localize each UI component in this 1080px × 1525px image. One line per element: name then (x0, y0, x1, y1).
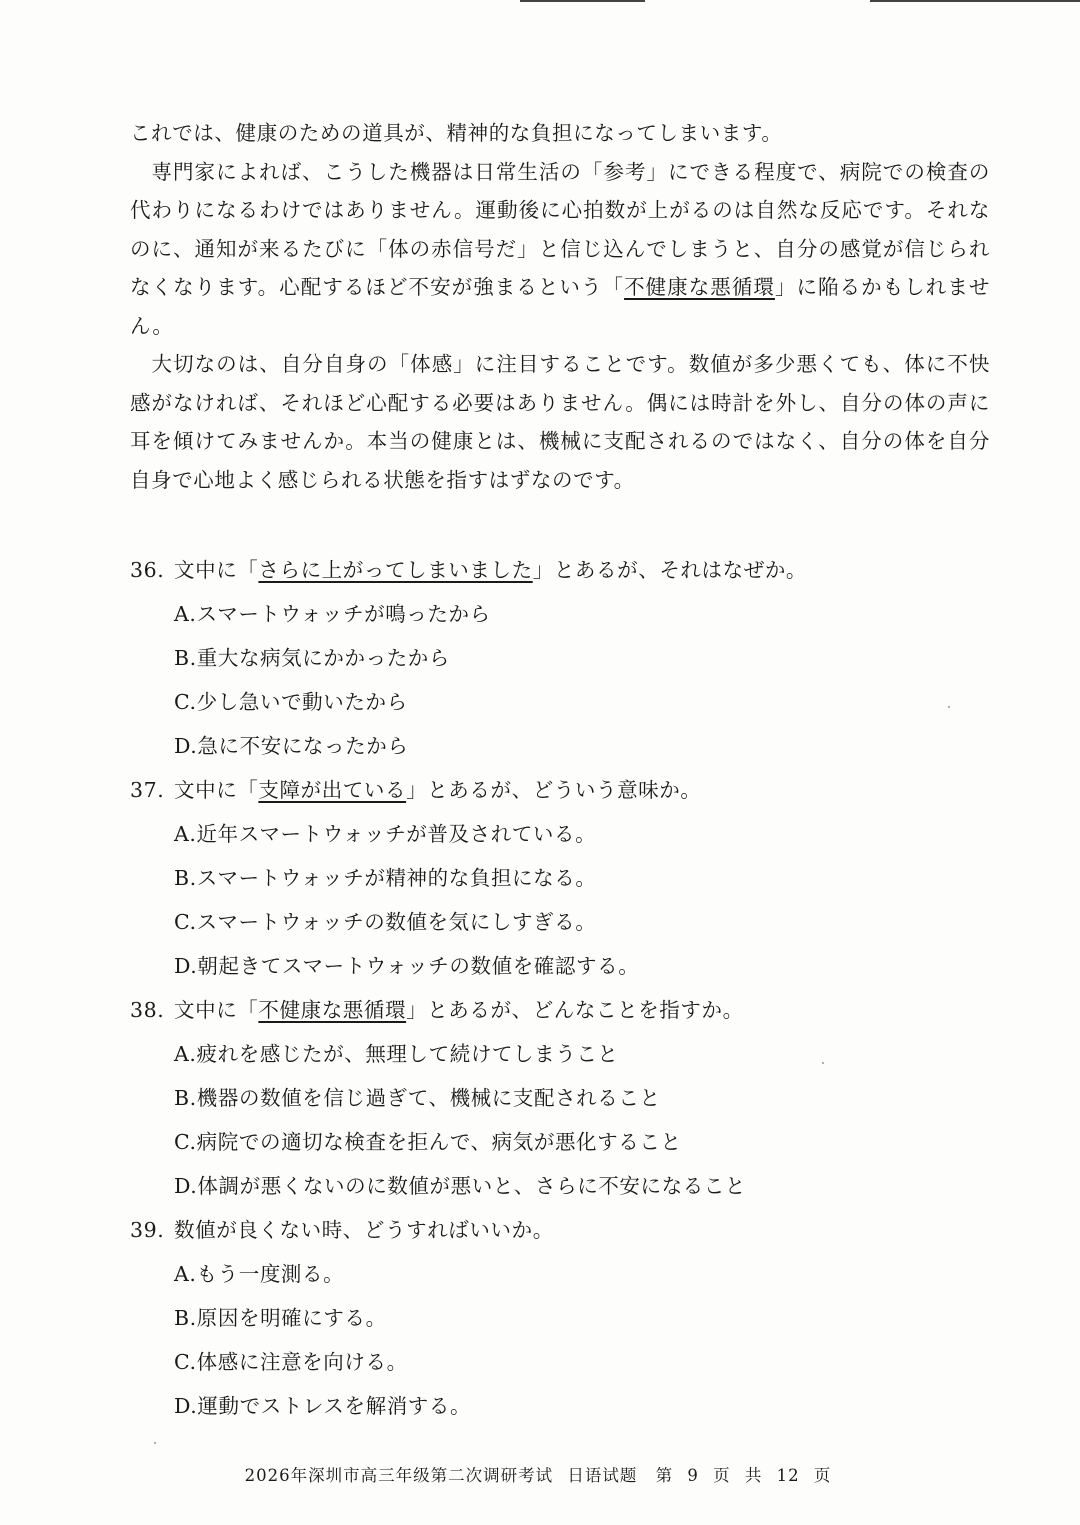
question-text: 」とあるが、それはなぜか。 (532, 558, 808, 582)
option-letter: B. (174, 646, 197, 670)
option-letter: A. (174, 1042, 197, 1066)
option-letter: D. (174, 1394, 198, 1418)
question-36-stem (130, 548, 990, 592)
option-letter: B. (174, 866, 197, 890)
option-text: 運動でストレスを解消する。 (197, 1394, 472, 1418)
scan-speck (948, 706, 950, 708)
question-number: 36. (130, 558, 165, 582)
option-text: 体調が悪くないのに数値が悪いと、さらに不安になること (197, 1174, 747, 1198)
question-37-option-d (130, 944, 990, 988)
scan-speck (822, 1062, 824, 1064)
total-label: 共 (744, 1466, 763, 1485)
question-38-option-c (130, 1120, 990, 1164)
question-39-option-b (130, 1296, 990, 1340)
option-letter: A. (174, 822, 197, 846)
question-number: 39. (130, 1218, 165, 1242)
question-39-stem (130, 1208, 990, 1252)
scan-speck (154, 1442, 156, 1444)
option-letter: C. (174, 910, 197, 934)
option-letter: C. (174, 690, 197, 714)
option-text: 重大な病気にかかったから (196, 646, 450, 670)
question-text: 」とあるが、どういう意味か。 (406, 778, 702, 802)
question-number: 37. (130, 778, 165, 802)
question-36-option-d (130, 724, 990, 768)
question-number: 38. (130, 998, 165, 1022)
passage-text: 専門家によれば、こうした機器は日常生活の「参考」にできる程度で、病院での検査の代わりになるわけではありません。運動後に心拍数が上がるのは自然な反応です。それなのに、通知が来るたびに「体の赤信号だ」と信じ込んでしまうと、自分の感覚が信じられなくなります。心配するほど不安が強まるという「 (130, 159, 990, 299)
question-36-option-c (130, 680, 990, 724)
question-39-option-d (130, 1384, 990, 1428)
reading-passage (130, 114, 990, 499)
underlined-phrase: 不健康な悪循環 (258, 998, 407, 1022)
question-38-stem (130, 988, 990, 1032)
exam-title: 2026年深圳市高三年级第二次调研考试 (244, 1466, 554, 1485)
option-text: 少し急いで動いたから (196, 690, 408, 714)
passage-paragraph-1: これでは、健康のための道具が、精神的な負担になってしまいます。 (130, 121, 783, 145)
option-text: 朝起きてスマートウォッチの数値を確認する。 (197, 954, 640, 978)
page-indicator (652, 1466, 836, 1485)
option-text: スマートウォッチが鳴ったから (196, 602, 491, 626)
option-text: 近年スマートウォッチが普及されている。 (196, 822, 597, 846)
question-list (130, 548, 990, 1428)
option-letter: C. (174, 1350, 197, 1374)
option-text: 機器の数値を信じ過ぎて、機械に支配されること (196, 1086, 661, 1110)
page-number: 9 (687, 1466, 699, 1485)
question-37-option-b (130, 856, 990, 900)
option-letter: D. (174, 734, 198, 758)
option-letter: B. (174, 1086, 197, 1110)
question-text: 文中に「 (174, 558, 259, 582)
top-edge-line (870, 0, 1080, 2)
page-label: 页 (713, 1466, 731, 1485)
option-letter: D. (174, 1174, 198, 1198)
subject-label: 日语试题 (567, 1466, 638, 1485)
question-37-option-a (130, 812, 990, 856)
underlined-phrase: さらに上がってしまいました (258, 558, 533, 582)
question-39-option-a (130, 1252, 990, 1296)
option-letter: C. (174, 1130, 197, 1154)
option-text: 疲れを感じたが、無理して続けてしまうこと (196, 1042, 619, 1066)
option-letter: B. (174, 1306, 197, 1330)
question-36-option-a (130, 592, 990, 636)
top-edge-line (520, 0, 645, 2)
passage-paragraph-2 (130, 153, 990, 346)
option-text: スマートウォッチの数値を気にしすぎる。 (196, 910, 597, 934)
question-39-option-c (130, 1340, 990, 1384)
page-footer (0, 1462, 1080, 1486)
question-text: 」とあるが、どんなことを指すか。 (406, 998, 744, 1022)
question-36-option-b (130, 636, 990, 680)
page-label: 第 (655, 1466, 674, 1485)
question-37-option-c (130, 900, 990, 944)
underlined-phrase: 不健康な悪循環 (624, 275, 775, 299)
question-38-option-b (130, 1076, 990, 1120)
option-text: 体感に注意を向ける。 (196, 1350, 408, 1374)
passage-paragraph-3: 大切なのは、自分自身の「体感」に注目することです。数値が多少悪くても、体に不快感がなければ、それほど心配する必要はありません。偶には時計を外し、自分の体の声に耳を傾けてみませんか。本当の健康とは、機械に支配されるのではなく、自分の体を自分自身で心地よく感じられる状態を指すはずなのです。 (130, 352, 990, 492)
option-text: 原因を明確にする。 (196, 1306, 387, 1330)
question-text: 数値が良くない時、どうすればいいか。 (174, 1218, 554, 1242)
question-38-option-d (130, 1164, 990, 1208)
option-text: 急に不安になったから (197, 734, 409, 758)
option-text: スマートウォッチが精神的な負担になる。 (196, 866, 597, 890)
total-pages: 12 (776, 1466, 800, 1485)
question-38-option-a (130, 1032, 990, 1076)
option-text: もう一度測る。 (196, 1262, 345, 1286)
option-letter: D. (174, 954, 198, 978)
option-letter: A. (174, 1262, 197, 1286)
option-text: 病院での適切な検査を拒んで、病気が悪化すること (196, 1130, 682, 1154)
question-text: 文中に「 (174, 778, 259, 802)
total-label: 页 (813, 1466, 832, 1485)
question-37-stem (130, 768, 990, 812)
option-letter: A. (174, 602, 197, 626)
passage-text: 」に陥るかもしれません。 (130, 275, 991, 338)
underlined-phrase: 支障が出ている (258, 778, 407, 802)
question-text: 文中に「 (174, 998, 259, 1022)
